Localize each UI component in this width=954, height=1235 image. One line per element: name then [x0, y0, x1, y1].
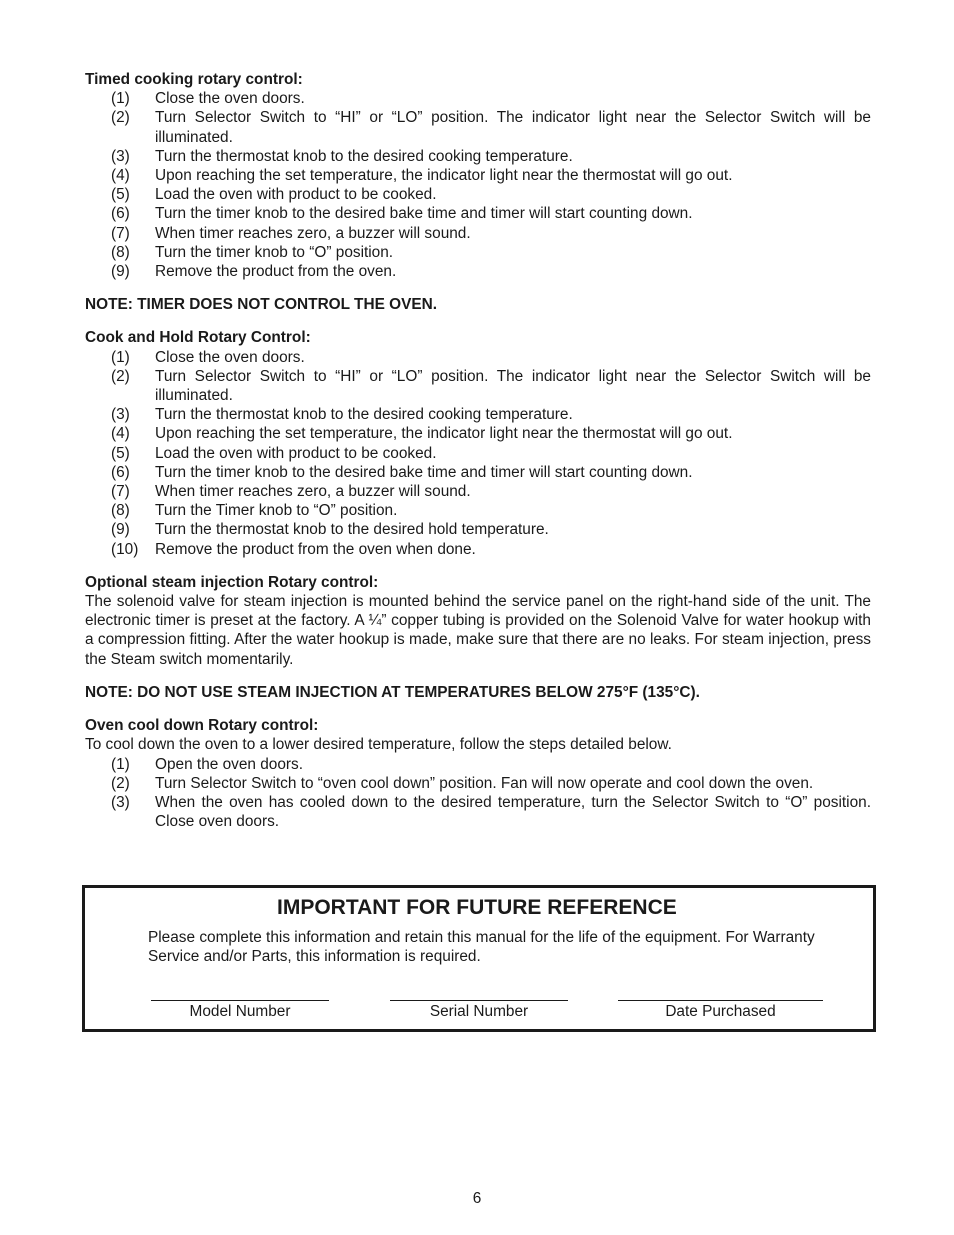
list-item: (7) When timer reaches zero, a buzzer will sound. [111, 224, 471, 242]
list-item: (3) Turn the thermostat knob to the desired cooking temperature. [111, 406, 573, 424]
list-item: (5) Load the oven with product to be cooked. [111, 444, 437, 462]
timer-note: NOTE: TIMER DOES NOT CONTROL THE OVEN. [85, 296, 438, 314]
page-number: 6 [472, 1190, 482, 1207]
cook-and-hold-section [85, 328, 871, 558]
list-item: (3) When the oven has cooled down to the desired temperature, turn the Selector Switch to “O” position. Close oven doors. [111, 793, 871, 831]
list-item: (8) Turn the timer knob to “O” position. [111, 243, 394, 261]
list-item: (5) Load the oven with product to be cooked. [111, 186, 437, 204]
timed-cooking-section [85, 70, 871, 281]
steps-list [85, 348, 871, 559]
reference-box-title: IMPORTANT FOR FUTURE REFERENCE [277, 896, 677, 919]
list-item: (1) Open the oven doors. [111, 755, 304, 773]
section-heading: Cook and Hold Rotary Control: [85, 329, 311, 347]
list-item: (10) Remove the product from the oven when done. [111, 540, 476, 558]
list-item: (4) Upon reaching the set temperature, the indicator light near the thermostat will go out. [111, 167, 733, 185]
steps-list [85, 755, 871, 832]
list-item: (8) Turn the Timer knob to “O” position. [111, 502, 398, 520]
list-item: (6) Turn the timer knob to the desired bake time and timer will start counting down. [111, 205, 693, 223]
reference-box-text: Please complete this information and retain this manual for the life of the equipment. For Warranty Service and/or Parts, this information is required. [148, 929, 815, 966]
list-item: (2) Turn Selector Switch to “HI” or “LO” position. The indicator light near the Selector Switch will be illuminated. [111, 109, 871, 146]
steam-note: NOTE: DO NOT USE STEAM INJECTION AT TEMPERATURES BELOW 275°F (135°C). [85, 683, 700, 701]
list-item: (9) Remove the product from the oven. [111, 263, 397, 281]
date-purchased-field: Date Purchased [618, 1000, 823, 1021]
steps-list [85, 89, 871, 281]
steam-injection-section [85, 573, 871, 669]
list-item: (3) Turn the thermostat knob to the desired cooking temperature. [111, 147, 573, 165]
list-item: (9) Turn the thermostat knob to the desired hold temperature. [111, 521, 549, 539]
section-heading: Timed cooking rotary control: [85, 71, 303, 88]
model-number-field: Model Number [151, 1000, 329, 1021]
list-item: (2) Turn Selector Switch to “HI” or “LO” position. The indicator light near the Selector Switch will be illuminated. [111, 367, 871, 405]
section-heading: Oven cool down Rotary control: [85, 717, 319, 735]
document-body [85, 70, 871, 845]
list-item: (1) Close the oven doors. [111, 348, 305, 366]
reference-box [82, 885, 876, 1032]
list-item: (6) Turn the timer knob to the desired bake time and timer will start counting down. [111, 463, 693, 481]
list-item: (2) Turn Selector Switch to “oven cool down” position. Fan will now operate and cool down the oven. [111, 774, 814, 792]
steam-paragraph: The solenoid valve for steam injection is mounted behind the service panel on the right-hand side of the unit. The electronic timer is preset at the factory. A ¼” copper tubing is provided on the Solenoid Valve for water hookup with a compression fitting. After the water hookup is made, make sure that there are no leaks. For steam injection, press the Steam switch momentarily. [85, 593, 871, 668]
cool-down-intro: To cool down the oven to a lower desired temperature, follow the steps detailed below. [85, 736, 672, 754]
cool-down-section [85, 716, 871, 831]
section-heading: Optional steam injection Rotary control: [85, 573, 379, 591]
list-item: (1) Close the oven doors. [111, 90, 305, 108]
list-item: (4) Upon reaching the set temperature, the indicator light near the thermostat will go out. [111, 425, 733, 443]
serial-number-field: Serial Number [390, 1000, 568, 1021]
list-item: (7) When timer reaches zero, a buzzer will sound. [111, 483, 471, 501]
